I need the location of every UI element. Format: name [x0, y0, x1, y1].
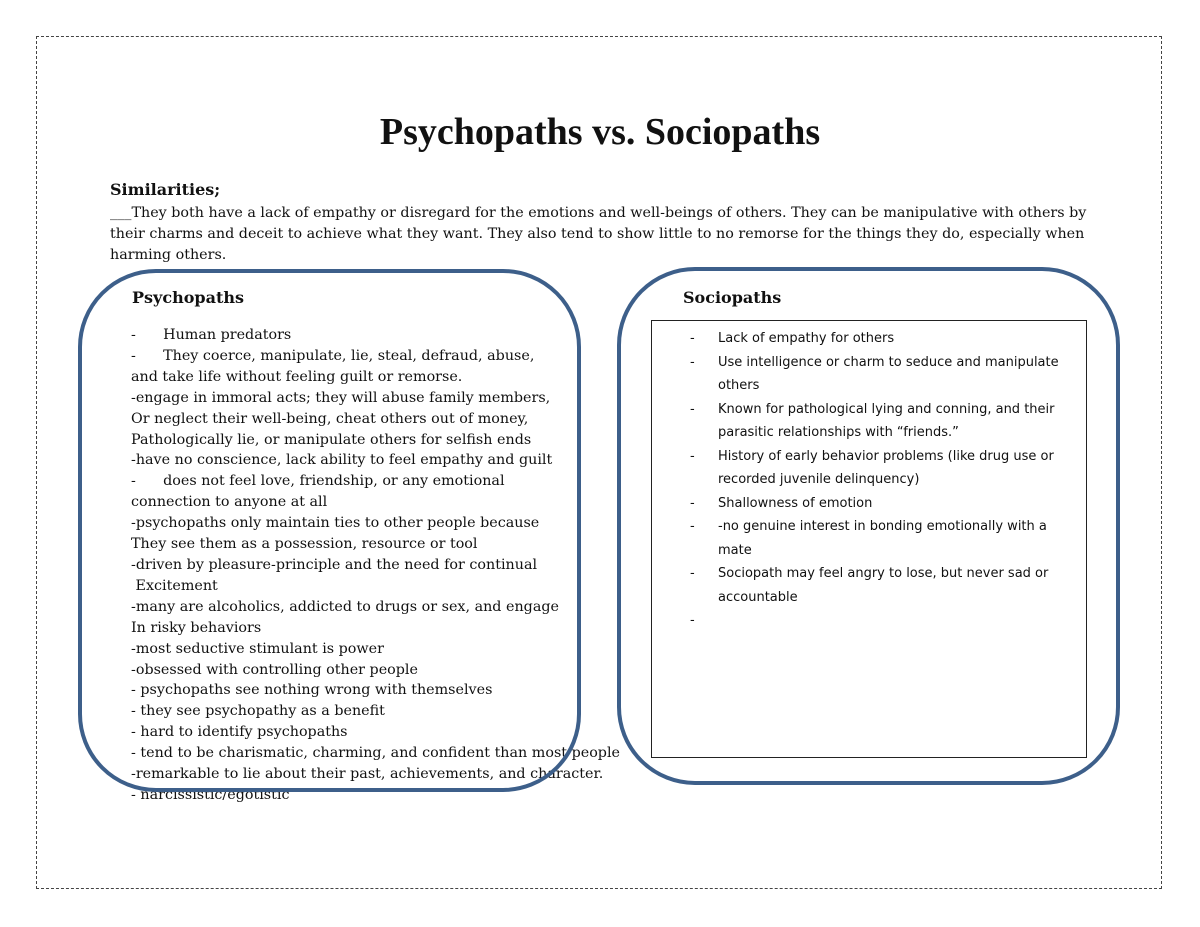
- sociopaths-item-text: Shallowness of emotion: [718, 495, 873, 511]
- sociopaths-item-text: Known for pathological lying and conning, and their parasitic relationships with “friends.”: [718, 401, 1055, 440]
- sociopaths-item-text: History of early behavior problems (like drug use or recorded juvenile delinquency): [718, 448, 1054, 487]
- psychopaths-line: -remarkable to lie about their past, achievements, and character.: [131, 766, 604, 783]
- sociopaths-item-text: Use intelligence or charm to seduce and manipulate others: [718, 354, 1059, 393]
- psychopaths-line: -driven by pleasure-principle and the need for continual: [131, 556, 538, 573]
- bullet-dash: -: [690, 401, 695, 417]
- psychopaths-line: -most seductive stimulant is power: [131, 640, 384, 657]
- psychopaths-line: and take life without feeling guilt or remorse.: [131, 368, 463, 385]
- psychopaths-line: -engage in immoral acts; they will abuse family members,: [131, 389, 551, 406]
- sociopaths-item-text: Sociopath may feel angry to lose, but never sad or accountable: [718, 566, 1049, 605]
- sociopaths-item-text: Lack of empathy for others: [718, 331, 895, 346]
- bullet-dash: -: [690, 519, 695, 534]
- psychopaths-line: connection to anyone at all: [131, 494, 328, 511]
- psychopaths-line: -many are alcoholics, addicted to drugs or sex, and engage: [131, 598, 559, 615]
- psychopaths-line: -obsessed with controlling other people: [131, 661, 418, 678]
- psychopaths-line: Pathologically lie, or manipulate others for selfish ends: [131, 431, 532, 448]
- psychopaths-line: Excitement: [131, 577, 218, 594]
- psychopaths-line: Or neglect their well-being, cheat others out of money,: [131, 410, 529, 427]
- similarities-heading: Similarities;: [110, 180, 221, 199]
- bullet-dash: -: [690, 613, 695, 628]
- psychopaths-line: They see them as a possession, resource or tool: [131, 536, 478, 553]
- psychopaths-rounded-box: [78, 269, 581, 792]
- psychopaths-line: - tend to be charismatic, charming, and confident than most people: [131, 745, 620, 762]
- psychopaths-line: In risky behaviors: [131, 619, 262, 636]
- psychopaths-line: - does not feel love, friendship, or any emotional: [131, 473, 505, 490]
- psychopaths-line: - They coerce, manipulate, lie, steal, defraud, abuse,: [131, 347, 535, 364]
- psychopaths-line: - psychopaths see nothing wrong with themselves: [131, 682, 493, 699]
- bullet-dash: -: [690, 448, 695, 464]
- bullet-dash: -: [690, 354, 695, 370]
- bullet-dash: -: [690, 495, 695, 511]
- bullet-dash: -: [690, 331, 695, 346]
- similarities-text: ___They both have a lack of empathy or disregard for the emotions and well-beings of others. They can be manipulative with others by their charms and deceit to achieve what they want. They also tend to show little to no remorse for the things they do, especially when harming others.: [110, 205, 1087, 263]
- sociopaths-rounded-box: [617, 267, 1120, 785]
- psychopaths-line: - Human predators: [131, 327, 292, 343]
- psychopaths-heading: Psychopaths: [132, 288, 244, 307]
- sociopaths-heading: Sociopaths: [683, 288, 782, 307]
- page-title: Psychopaths vs. Sociopaths: [379, 111, 821, 153]
- sociopaths-item-text: -no genuine interest in bonding emotionally with a mate: [718, 519, 1047, 558]
- psychopaths-line: - narcissistic/egotistic: [131, 786, 290, 803]
- psychopaths-line: - they see psychopathy as a benefit: [131, 703, 385, 720]
- bullet-dash: -: [690, 566, 695, 581]
- psychopaths-line: -psychopaths only maintain ties to other people because: [131, 515, 540, 532]
- psychopaths-line: -have no conscience, lack ability to feel empathy and guilt: [131, 452, 553, 469]
- psychopaths-line: - hard to identify psychopaths: [131, 724, 348, 741]
